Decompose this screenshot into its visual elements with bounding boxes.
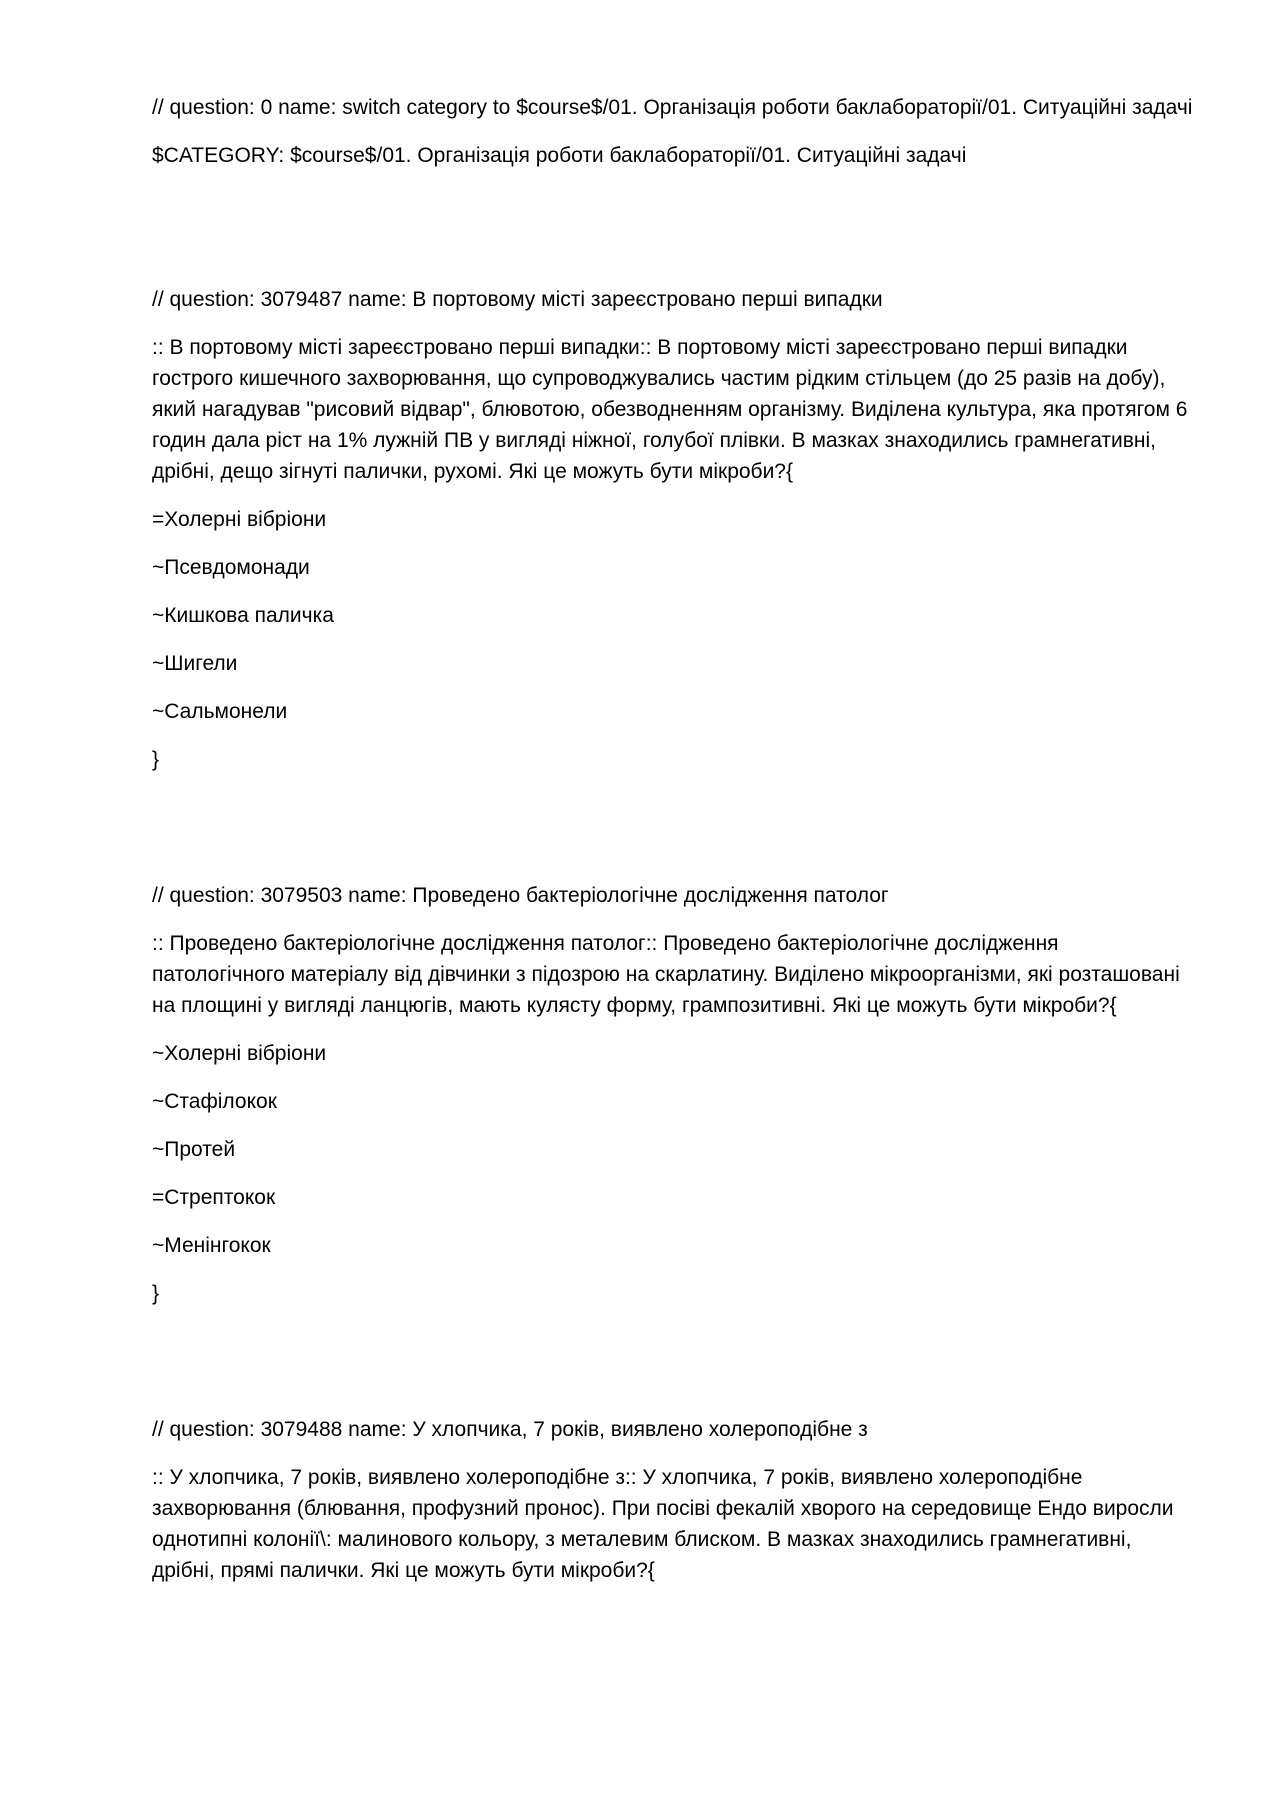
answer-option: ~Псевдомонади [152,556,310,579]
answer-option: =Стрептокок [152,1186,276,1209]
answer-option: =Холерні вібріони [152,508,327,531]
answer-option: ~Кишкова паличка [152,604,334,627]
answer-option: ~Сальмонели [152,700,288,723]
answer-option: ~Менінгокок [152,1234,271,1257]
question-block-3079488 [152,1414,1194,1586]
question-block-category [152,92,1194,171]
question-header: // question: 3079503 name: Проведено бактеріологічне дослідження патолог [152,884,889,907]
answer-option: ~Шигели [152,652,238,675]
answer-option: ~Стафілокок [152,1090,277,1113]
question-text: :: В портовому місті зареєстровано перші випадки:: В портовому місті зареєстровано перші випадки гострого кишечного захворювання, що супроводжувались частим рідким стільцем (до 25 разів на добу), який нагадував "рисовий відвар", блювотою, обезводненням організму. Виділена культура, яка протягом 6 годин дала ріст на 1% лужній ПВ у вигляді ніжної, голубої плівки. В мазках знаходились грамнегативні, дрібні, дещо зігнуті палички, рухомі. Які це можуть бути мікроби?{ [152,336,1188,483]
category-line: $CATEGORY: $course$/01. Організація роботи баклабораторії/01. Ситуаційні задачі [152,144,967,167]
question-header: // question: 0 name: switch category to $course$/01. Організація роботи баклабораторії/01. Ситуаційні задачі [152,96,1193,119]
question-header: // question: 3079488 name: У хлопчика, 7 років, виявлено холероподібне з [152,1418,868,1441]
question-text: :: У хлопчика, 7 років, виявлено холероподібне з:: У хлопчика, 7 років, виявлено холероподібне захворювання (блювання, профузний пронос). При посіві фекалій хворого на середовище Ендо виросли однотипні колонії\: малинового кольору, з металевим блиском. В мазках знаходились грамнегативні, дрібні, прямі палички. Які це можуть бути мікроби?{ [152,1466,1174,1582]
spacer [152,188,1194,284]
question-block-3079487 [152,284,1194,775]
answer-option: ~Протей [152,1138,236,1161]
question-text: :: Проведено бактеріологічне дослідження патолог:: Проведено бактеріологічне дослідження патологічного матеріалу від дівчинки з підозрою на скарлатину. Виділено мікроорганізми, які розташовані на площині у вигляді ланцюгів, мають кулясту форму, грампозитивні. Які це можуть бути мікроби?{ [152,932,1180,1017]
question-header: // question: 3079487 name: В портовому місті зареєстровано перші випадки [152,288,883,311]
closing-brace: } [152,1282,160,1305]
closing-brace: } [152,748,160,771]
document-page [152,92,1194,1603]
question-block-3079503 [152,880,1194,1309]
answer-option: ~Холерні вібріони [152,1042,327,1065]
spacer [152,792,1194,880]
spacer [152,1326,1194,1414]
